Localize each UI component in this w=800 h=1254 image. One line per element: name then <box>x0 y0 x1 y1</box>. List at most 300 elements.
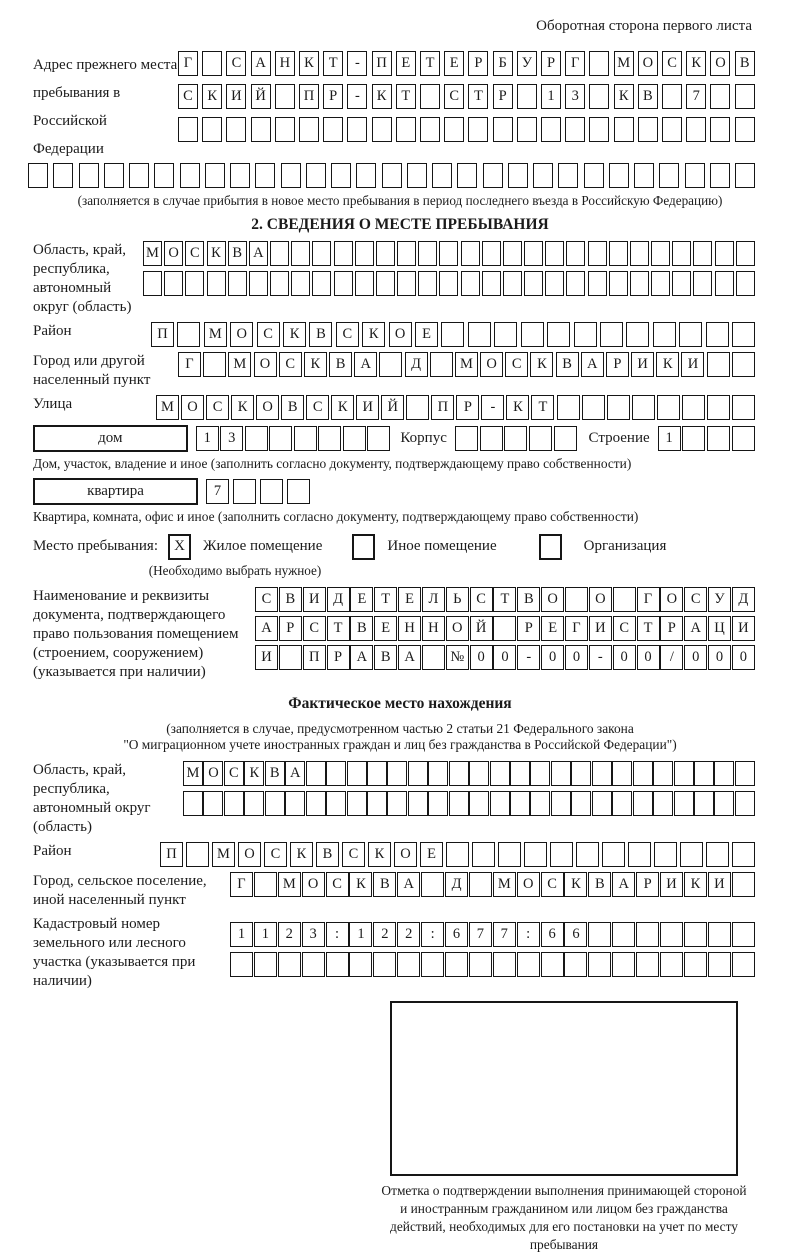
house-number-boxrow <box>196 426 391 451</box>
char-box: К <box>362 322 385 347</box>
char-box <box>186 842 209 867</box>
char-box <box>674 791 694 816</box>
char-box: Д <box>445 872 468 897</box>
checkbox-residential: X <box>168 534 191 560</box>
char-box: К <box>530 352 553 377</box>
char-box <box>249 271 268 296</box>
char-box: 0 <box>493 645 516 670</box>
actual-location-title: Фактическое место нахождения <box>288 695 512 712</box>
char-box <box>653 322 676 347</box>
char-box: Р <box>517 616 540 641</box>
char-box <box>331 163 351 188</box>
char-box <box>682 426 705 451</box>
stamp-box <box>390 1001 738 1176</box>
char-box <box>659 163 679 188</box>
char-box: - <box>347 84 367 109</box>
char-box: М <box>143 241 162 266</box>
char-box: Н <box>398 616 421 641</box>
char-box <box>178 117 198 142</box>
char-box <box>674 761 694 786</box>
char-box: Г <box>178 352 201 377</box>
char-box: : <box>421 922 444 947</box>
char-box <box>612 922 635 947</box>
char-box <box>441 322 464 347</box>
street-label: Улица <box>33 396 73 412</box>
char-box: М <box>212 842 235 867</box>
char-box: Д <box>405 352 428 377</box>
char-box: В <box>329 352 352 377</box>
char-box: В <box>373 872 396 897</box>
char-box <box>183 791 203 816</box>
district-row <box>33 322 755 347</box>
char-box: О <box>638 51 658 76</box>
char-box <box>600 322 623 347</box>
char-box: Р <box>279 616 302 641</box>
checkbox-organization <box>539 534 562 560</box>
char-box <box>660 952 683 977</box>
char-box: 1 <box>349 922 372 947</box>
char-box <box>180 163 200 188</box>
char-box <box>684 922 707 947</box>
char-box: 3 <box>302 922 325 947</box>
char-box: Т <box>323 51 343 76</box>
char-box: Е <box>444 51 464 76</box>
char-box: Е <box>398 587 421 612</box>
actual-district-row <box>33 842 755 867</box>
char-box: С <box>306 395 329 420</box>
char-box: О <box>256 395 279 420</box>
char-box: 6 <box>541 922 564 947</box>
char-box <box>387 761 407 786</box>
char-box <box>428 761 448 786</box>
char-box <box>588 241 607 266</box>
char-box: О <box>480 352 503 377</box>
char-box <box>602 842 625 867</box>
cadastre-boxrow-1 <box>230 922 755 947</box>
char-box: 0 <box>470 645 493 670</box>
char-box: Г <box>637 587 660 612</box>
char-box <box>202 117 222 142</box>
actual-city-row <box>33 872 755 910</box>
char-box <box>694 761 714 786</box>
char-box: Б <box>493 51 513 76</box>
city-boxrow <box>178 352 755 377</box>
char-box: О <box>254 352 277 377</box>
char-box: Т <box>637 616 660 641</box>
char-box <box>630 271 649 296</box>
char-box <box>349 952 372 977</box>
char-box <box>205 163 225 188</box>
char-box: Й <box>470 616 493 641</box>
char-box <box>265 791 285 816</box>
char-box <box>653 791 673 816</box>
house-caption: Дом, участок, владение и иное (заполнить согласно документу, подтверждающему право собственности) <box>33 456 632 471</box>
char-box <box>53 163 73 188</box>
char-box <box>408 791 428 816</box>
cadastre-boxrow-2 <box>230 952 755 977</box>
char-box: К <box>331 395 354 420</box>
prev-address-row-4 <box>28 163 755 188</box>
char-box: В <box>228 241 247 266</box>
prev-address-row-2 <box>178 84 755 109</box>
char-box <box>355 271 374 296</box>
char-box <box>202 51 222 76</box>
char-box: О <box>710 51 730 76</box>
char-box: И <box>631 352 654 377</box>
sheet-side-note: Оборотная сторона первого листа <box>536 18 752 34</box>
option-residential-label: Жилое помещение <box>203 538 323 554</box>
char-box <box>407 163 427 188</box>
document-boxrow-2 <box>255 616 755 641</box>
option-organization-label: Организация <box>583 538 667 554</box>
char-box <box>483 163 503 188</box>
char-box: И <box>356 395 379 420</box>
char-box <box>226 117 246 142</box>
char-box <box>373 952 396 977</box>
char-box: О <box>389 322 412 347</box>
char-box: С <box>662 51 682 76</box>
char-box <box>732 426 755 451</box>
char-box <box>682 395 705 420</box>
char-box <box>651 271 670 296</box>
char-box <box>551 761 571 786</box>
char-box <box>490 761 510 786</box>
char-box: К <box>290 842 313 867</box>
char-box <box>517 117 537 142</box>
char-box <box>693 271 712 296</box>
char-box <box>503 241 522 266</box>
char-box: В <box>638 84 658 109</box>
char-box <box>508 163 528 188</box>
apartment-line <box>33 478 755 505</box>
char-box <box>422 645 445 670</box>
checkbox-other-premises <box>352 534 375 560</box>
char-box <box>707 426 730 451</box>
char-box <box>449 761 469 786</box>
char-box: М <box>278 872 301 897</box>
char-box: 0 <box>637 645 660 670</box>
char-box: К <box>656 352 679 377</box>
char-box <box>397 952 420 977</box>
char-box <box>547 322 570 347</box>
char-box <box>285 791 305 816</box>
char-box <box>735 163 755 188</box>
char-box: В <box>735 51 755 76</box>
char-box: К <box>684 872 707 897</box>
region-boxrow-1 <box>143 241 755 266</box>
char-box: 2 <box>373 922 396 947</box>
char-box <box>367 761 387 786</box>
char-box: К <box>349 872 372 897</box>
char-box: 2 <box>397 922 420 947</box>
char-box <box>634 163 654 188</box>
char-box <box>533 163 553 188</box>
region-boxrow-2 <box>143 271 755 296</box>
char-box <box>347 117 367 142</box>
char-box <box>334 241 353 266</box>
korpus-label: Корпус <box>400 430 447 446</box>
char-box: И <box>708 872 731 897</box>
char-box <box>592 791 612 816</box>
char-box <box>565 587 588 612</box>
char-box <box>715 271 734 296</box>
char-box <box>472 842 495 867</box>
char-box <box>493 117 513 142</box>
char-box <box>461 271 480 296</box>
char-box: Т <box>396 84 416 109</box>
char-box <box>397 241 416 266</box>
char-box: К <box>207 241 226 266</box>
char-box <box>269 426 292 451</box>
char-box: Т <box>374 587 397 612</box>
char-box: - <box>481 395 504 420</box>
char-box: С <box>336 322 359 347</box>
char-box <box>279 645 302 670</box>
char-box <box>630 241 649 266</box>
char-box: К <box>299 51 319 76</box>
char-box: А <box>255 616 278 641</box>
char-box <box>510 791 530 816</box>
char-box: У <box>517 51 537 76</box>
char-box: О <box>230 322 253 347</box>
char-box: О <box>302 872 325 897</box>
char-box <box>662 84 682 109</box>
char-box: П <box>303 645 326 670</box>
char-box <box>244 791 264 816</box>
char-box <box>457 163 477 188</box>
char-box <box>312 271 331 296</box>
actual-location-note-2: "О миграционном учете иностранных граждан и лиц без гражданства в Российской Федерации") <box>123 737 677 752</box>
char-box: К <box>202 84 222 109</box>
char-box <box>660 922 683 947</box>
char-box: В <box>374 645 397 670</box>
char-box <box>406 395 429 420</box>
char-box <box>714 791 734 816</box>
char-box: С <box>206 395 229 420</box>
char-box <box>207 271 226 296</box>
char-box <box>732 872 755 897</box>
char-box <box>589 51 609 76</box>
char-box <box>164 271 183 296</box>
char-box <box>397 271 416 296</box>
char-box: А <box>581 352 604 377</box>
char-box <box>233 479 256 504</box>
char-box: 3 <box>565 84 585 109</box>
char-box: А <box>249 241 268 266</box>
char-box <box>609 271 628 296</box>
char-box <box>203 352 226 377</box>
char-box <box>584 163 604 188</box>
char-box: О <box>394 842 417 867</box>
char-box <box>347 791 367 816</box>
char-box: Р <box>468 51 488 76</box>
char-box <box>582 395 605 420</box>
char-box <box>177 322 200 347</box>
char-box <box>482 271 501 296</box>
actual-city-boxrow <box>230 872 755 897</box>
char-box: И <box>303 587 326 612</box>
char-box <box>686 117 706 142</box>
char-box <box>480 426 503 451</box>
char-box: А <box>251 51 271 76</box>
char-box <box>294 426 317 451</box>
char-box: С <box>226 51 246 76</box>
char-box <box>551 791 571 816</box>
char-box: Е <box>396 51 416 76</box>
char-box <box>735 84 755 109</box>
char-box <box>529 426 552 451</box>
char-box <box>421 872 444 897</box>
char-box: 2 <box>278 922 301 947</box>
char-box <box>382 163 402 188</box>
char-box: С <box>326 872 349 897</box>
char-box <box>432 163 452 188</box>
char-box <box>482 241 501 266</box>
char-box <box>633 791 653 816</box>
char-box <box>636 922 659 947</box>
char-box: 1 <box>196 426 219 451</box>
char-box <box>736 271 755 296</box>
char-box: У <box>708 587 731 612</box>
apartment-caption: Квартира, комната, офис и иное (заполнить согласно документу, подтверждающему право собственности) <box>33 509 639 524</box>
char-box: - <box>347 51 367 76</box>
char-box <box>494 322 517 347</box>
char-box <box>612 761 632 786</box>
char-box <box>517 952 540 977</box>
char-box: Д <box>327 587 350 612</box>
char-box: 6 <box>445 922 468 947</box>
document-block <box>33 587 755 682</box>
char-box: А <box>285 761 305 786</box>
char-box <box>306 761 326 786</box>
char-box <box>654 842 677 867</box>
char-box <box>732 842 755 867</box>
char-box: К <box>614 84 634 109</box>
actual-region-boxrow-1 <box>183 761 755 786</box>
char-box: Е <box>420 842 443 867</box>
char-box <box>299 117 319 142</box>
char-box: А <box>354 352 377 377</box>
char-box <box>376 271 395 296</box>
char-box <box>732 395 755 420</box>
char-box: Т <box>493 587 516 612</box>
char-box <box>203 791 223 816</box>
char-box: 0 <box>613 645 636 670</box>
char-box: И <box>255 645 278 670</box>
char-box <box>541 117 561 142</box>
char-box <box>638 117 658 142</box>
char-box <box>281 163 301 188</box>
char-box: О <box>517 872 540 897</box>
char-box: В <box>279 587 302 612</box>
char-box: Е <box>374 616 397 641</box>
char-box <box>706 842 729 867</box>
char-box: О <box>541 587 564 612</box>
char-box <box>498 842 521 867</box>
char-box: Е <box>541 616 564 641</box>
char-box <box>291 271 310 296</box>
char-box <box>154 163 174 188</box>
char-box: Н <box>422 616 445 641</box>
char-box: С <box>505 352 528 377</box>
stay-type-label: Место пребывания: <box>33 538 158 554</box>
char-box <box>679 322 702 347</box>
char-box <box>493 616 516 641</box>
document-boxrow-3 <box>255 645 755 670</box>
char-box <box>455 426 478 451</box>
char-box: № <box>446 645 469 670</box>
char-box <box>445 952 468 977</box>
char-box <box>564 952 587 977</box>
char-box <box>626 322 649 347</box>
char-box: В <box>517 587 540 612</box>
actual-district-boxrow <box>160 842 755 867</box>
char-box <box>530 791 550 816</box>
char-box: О <box>660 587 683 612</box>
char-box <box>708 952 731 977</box>
char-box: Т <box>468 84 488 109</box>
char-box: В <box>350 616 373 641</box>
char-box: Г <box>230 872 253 897</box>
char-box <box>420 117 440 142</box>
char-box <box>104 163 124 188</box>
char-box <box>421 952 444 977</box>
char-box: С <box>279 352 302 377</box>
actual-region-label: Область, край, республика, автономный округ (область) <box>33 762 151 835</box>
char-box: - <box>517 645 540 670</box>
char-box <box>651 241 670 266</box>
char-box: Р <box>327 645 350 670</box>
char-box <box>524 241 543 266</box>
char-box: 1 <box>254 922 277 947</box>
char-box <box>735 761 755 786</box>
char-box: С <box>470 587 493 612</box>
char-box <box>710 117 730 142</box>
char-box: В <box>281 395 304 420</box>
char-box <box>735 791 755 816</box>
char-box <box>588 922 611 947</box>
char-box: М <box>204 322 227 347</box>
char-box <box>707 352 730 377</box>
char-box <box>636 952 659 977</box>
char-box: Н <box>275 51 295 76</box>
char-box <box>672 271 691 296</box>
apartment-number-boxrow <box>206 479 310 504</box>
option-other-premises-label: Иное помещение <box>387 538 497 554</box>
char-box <box>732 352 755 377</box>
char-box: Р <box>660 616 683 641</box>
char-box <box>571 791 591 816</box>
char-box: Е <box>350 587 373 612</box>
char-box <box>230 952 253 977</box>
char-box <box>468 117 488 142</box>
char-box <box>632 395 655 420</box>
char-box <box>129 163 149 188</box>
char-box: А <box>612 872 635 897</box>
char-box <box>545 241 564 266</box>
char-box <box>589 117 609 142</box>
char-box <box>469 791 489 816</box>
korpus-boxrow <box>455 426 577 451</box>
char-box: К <box>283 322 306 347</box>
char-box: / <box>660 645 683 670</box>
char-box <box>469 952 492 977</box>
city-row <box>33 352 755 390</box>
actual-city-label: Город, сельское поселение, иной населенный пункт <box>33 873 207 908</box>
char-box <box>430 352 453 377</box>
prev-address-row-1 <box>178 51 755 76</box>
house-name-box: дом <box>33 425 188 452</box>
